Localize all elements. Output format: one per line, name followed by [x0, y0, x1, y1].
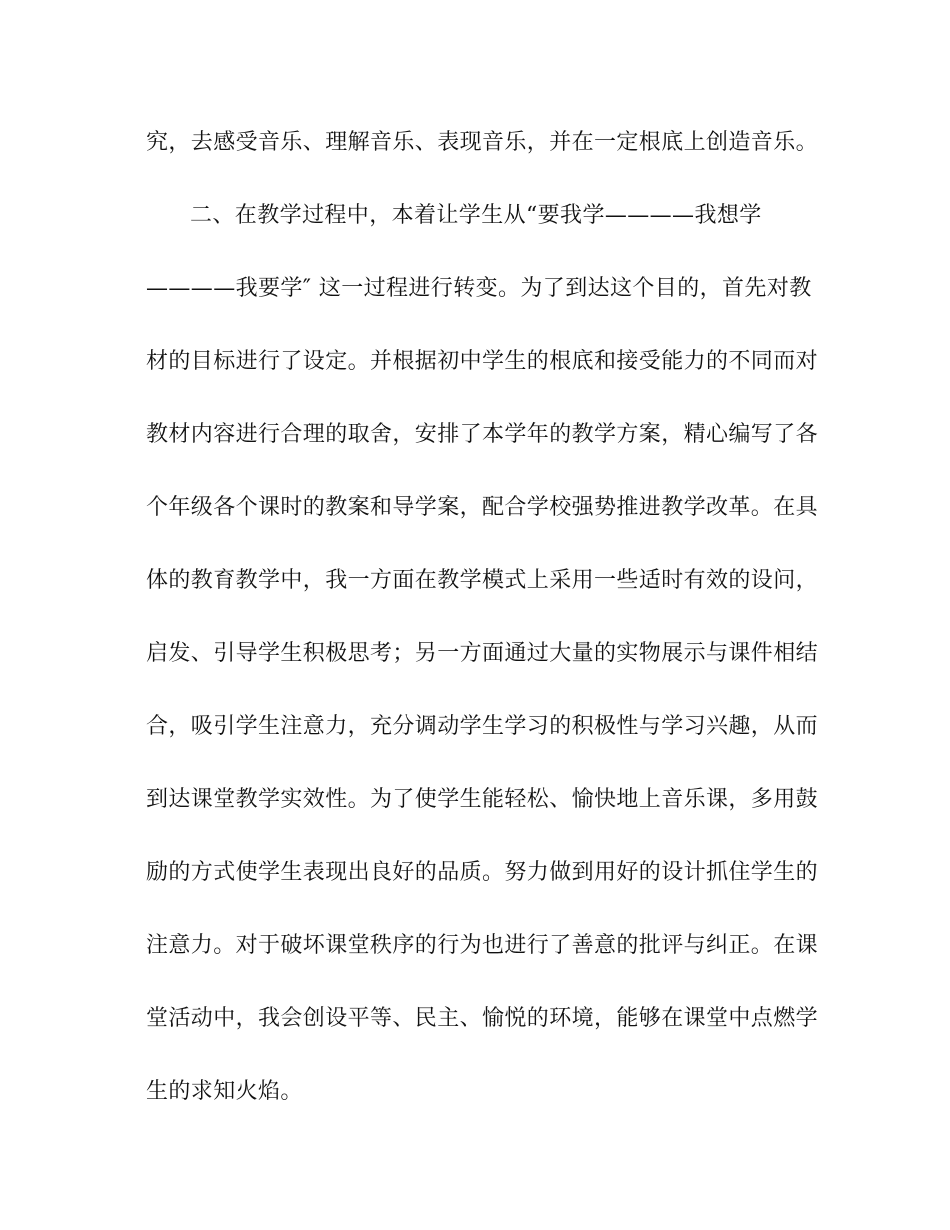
text-line-4: 材的目标进行了设定。并根据初中学生的根底和接受能力的不同而对 [146, 349, 819, 374]
text-line-5: 教材内容进行合理的取舍，安排了本学年的教学方案，精心编写了各 [146, 422, 819, 447]
text-line-13: 堂活动中，我会创设平等、民主、愉悦的环境，能够在课堂中点燃学 [146, 1006, 819, 1031]
text-line-11: 励的方式使学生表现出良好的品质。努力做到用好的设计抓住学生的 [146, 860, 819, 885]
text-line-12: 注意力。对于破坏课堂秩序的行为也进行了善意的批评与纠正。在课 [146, 933, 819, 958]
text-line-10: 到达课堂教学实效性。为了使学生能轻松、愉快地上音乐课，多用鼓 [146, 787, 819, 812]
text-line-3: ————我要学″ 这一过程进行转变。为了到达这个目的，首先对教 [146, 276, 812, 301]
text-line-7: 体的教育教学中，我一方面在教学模式上采用一些适时有效的设问， [146, 568, 819, 593]
text-line-9: 合，吸引学生注意力，充分调动学生学习的积极性与学习兴趣，从而 [146, 714, 819, 739]
text-line-1: 究，去感受音乐、理解音乐、表现音乐，并在一定根底上创造音乐。 [146, 130, 819, 155]
text-line-6: 个年级各个课时的教案和导学案，配合学校强势推进教学改革。在具 [146, 495, 819, 520]
text-line-14: 生的求知火焰。 [146, 1079, 303, 1104]
text-line-2: 二、在教学过程中，本着让学生从“要我学————我想学 [190, 203, 762, 228]
text-line-8: 启发、引导学生积极思考；另一方面通过大量的实物展示与课件相结 [146, 641, 819, 666]
